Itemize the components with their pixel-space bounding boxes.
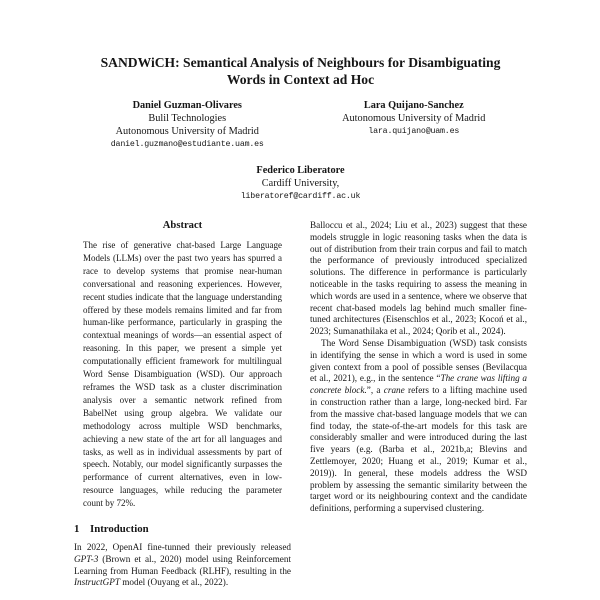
body-paragraph-1: Balloccu et al., 2024; Liu et al., 2023) suggest that these models struggle in logic reasoning tasks when the data is out of distribution from their train corpus and fail to match the performance of previously introduced specialized solutions. The difference in performance is particularly noticeable in the tasks requiring to assess the meaning in which words are used in a sentence, where we observe that recent chat-based models lag behind much smaller fine-tuned architectures (Eisenschlos et al., 2023; Kocoń et al., 2023; Sumanathilaka et al., 2024; Qorib et al., 2024). — [310, 220, 527, 337]
author-name: Federico Liberatore — [256, 165, 345, 176]
author-affiliation: Autonomous University of Madrid — [342, 113, 486, 124]
left-column — [74, 220, 291, 589]
author-block-1 — [74, 99, 301, 151]
body-paragraph-2: The Word Sense Disambiguation (WSD) task consists in identifying the sense in which a word is used in some given context from a pool of possible senses (Bevilacqua et al., 2021), e.g., in the sentence “The crane was lifting a concrete block.”, a crane refers to a lifting machine used in construction rather than a large, long-necked bird. Far from the massive chat-based language models that we can find today, the state-of-the-art models for this task are considerably smaller and were introduced during the last five years (e.g. (Barba et al., 2021b,a; Blevins and Zettlemoyer, 2020; Huang et al., 2019; Kumar et al., 2019)). In general, these models address the WSD problem by assessing the semantic similarity between the target word or its neighbouring context and the candidate definitions, performing a supervised clustering. — [310, 337, 527, 514]
abstract-text: The rise of generative chat-based Large Language Models (LLMs) over the past two years has spurred a race to develop systems that promise near-human conversational and reasoning experiences. However, recent studies indicate that the language understanding offered by these models remains limited and far from human-like performance, particularly in grasping the contextual meanings of words—an essential aspect of reasoning. In this paper, we present a simple yet computationally efficient framework for multilingual Word Sense Disambiguation (WSD). Our approach reframes the WSD task as a cluster discrimination analysis over a semantic network refined from BabelNet using group algebra. We validate our methodology across multiple WSD benchmarks, achieving a new state of the art for all languages and tasks, as well as in individual assessments by part of speech. Notably, our model significantly surpasses the performance of current alternatives, even in low-resource languages, while reducing the parameter count by 72%. — [83, 240, 282, 509]
author-email: lara.quijano@uam.es — [368, 127, 460, 136]
section-number: 1 — [74, 523, 80, 536]
author-email: daniel.guzmano@estudiante.uam.es — [110, 140, 264, 149]
author-block-2 — [301, 99, 528, 151]
paper-title-line2: Words in Context ad Hoc — [226, 72, 375, 87]
paper-content — [74, 54, 527, 589]
author-name: Lara Quijano-Sanchez — [363, 100, 464, 111]
paper-title-line1: SANDWiCH: Semantical Analysis of Neighbours for Disambiguating — [100, 55, 501, 70]
paper-title — [74, 54, 527, 88]
section-title: Introduction — [90, 523, 149, 536]
author-affiliation: Cardiff University, — [261, 178, 340, 189]
author-affiliation: Autonomous University of Madrid — [115, 126, 259, 137]
introduction-paragraph: In 2022, OpenAI fine-tunned their previously released GPT-3 (Brown et al., 2020) model using Reinforcement Learning from Human Feedback (RLHF), resulting in the InstructGPT model (Ouyang et al., 2022). — [74, 542, 291, 588]
authors-block — [74, 99, 527, 151]
author-name: Daniel Guzman-Olivares — [132, 100, 242, 111]
author-affiliation: Bulil Technologies — [148, 113, 227, 124]
right-column — [310, 220, 527, 515]
two-column-body — [74, 220, 527, 589]
section-heading-introduction — [74, 523, 291, 535]
author-block-3 — [74, 164, 527, 203]
author-email: liberatoref@cardiff.ac.uk — [240, 192, 361, 201]
abstract-heading: Abstract — [162, 220, 203, 231]
